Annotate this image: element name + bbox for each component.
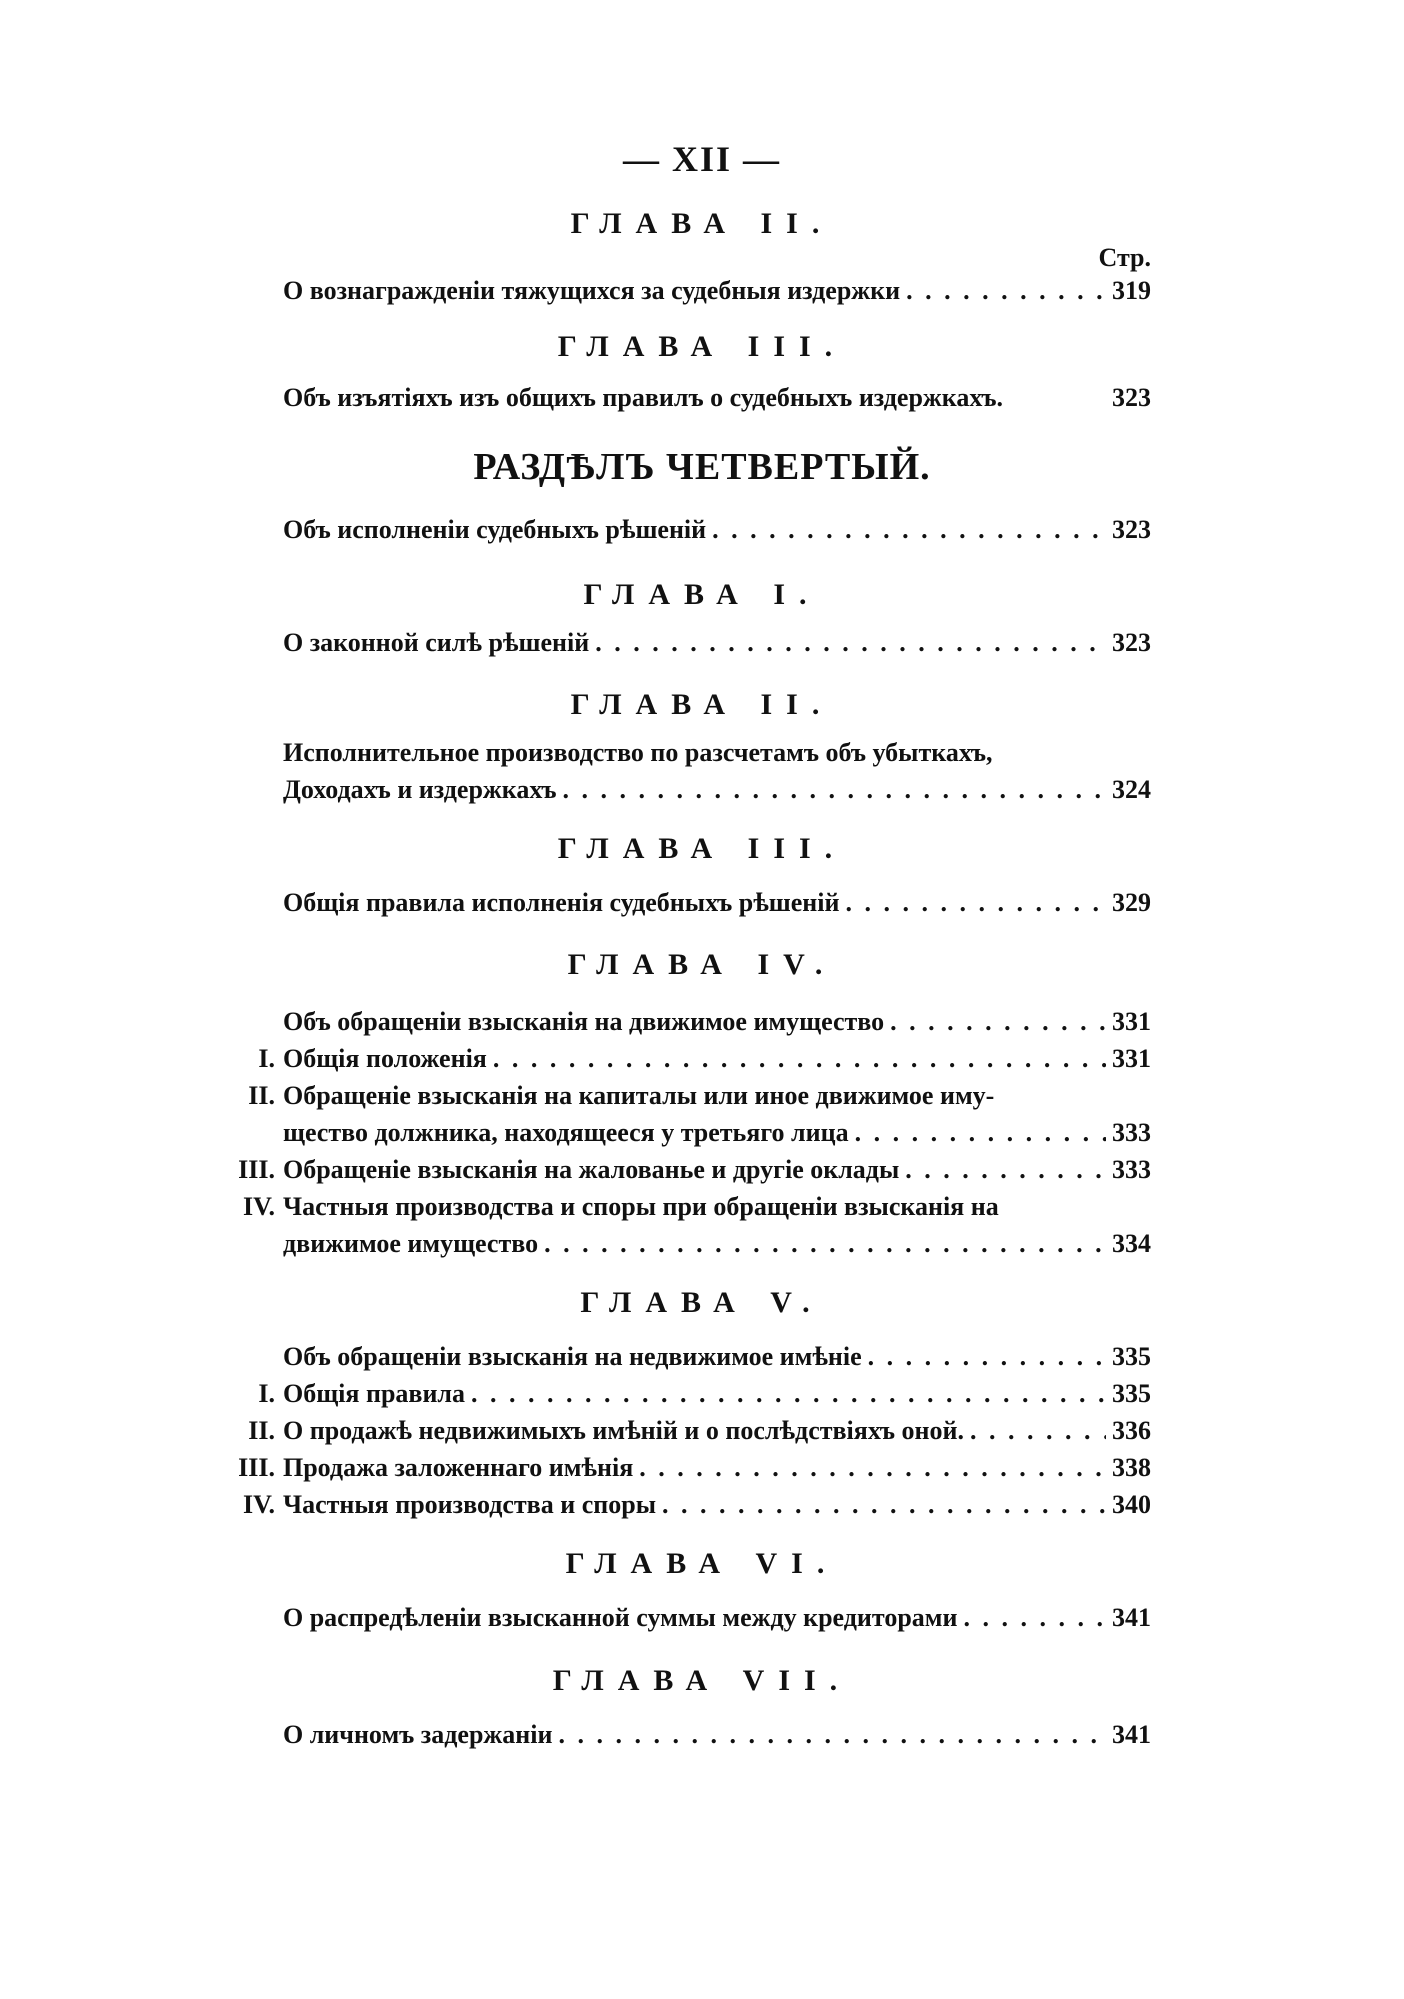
entry-text: Обращеніе взысканія на жалованье и другіе оклады bbox=[283, 1155, 900, 1184]
entry-number: II. bbox=[248, 1081, 275, 1110]
dot-leader bbox=[970, 1416, 1106, 1446]
entry-text: О продажѣ недвижимыхъ имѣній и о послѣдствіяхъ оной. bbox=[283, 1416, 964, 1445]
chapter-heading: ГЛАВА II. bbox=[570, 207, 834, 240]
entry-number: IV. bbox=[242, 1490, 275, 1519]
toc-entry bbox=[248, 1416, 1151, 1450]
dot-leader bbox=[855, 1118, 1106, 1148]
entry-page: 333 bbox=[1112, 1118, 1151, 1147]
entry-page: 333 bbox=[1112, 1155, 1151, 1184]
entry-text: О личномъ задержаніи bbox=[283, 1720, 553, 1749]
toc-entry bbox=[238, 1453, 1151, 1487]
entry-page: 323 bbox=[1112, 515, 1151, 544]
entry-text: движимое имущество bbox=[283, 1229, 539, 1258]
entry-text: О вознагражденіи тяжущихся за судебныя издержки bbox=[283, 276, 901, 305]
entry-text: Объ обращеніи взысканія на движимое имущество bbox=[283, 1007, 885, 1036]
entry-page: 338 bbox=[1112, 1453, 1151, 1482]
entry-text: Объ обращеніи взысканія на недвижимое имѣніе bbox=[283, 1342, 862, 1371]
entry-text: О распредѣленіи взысканной суммы между кредиторами bbox=[283, 1603, 958, 1632]
toc-entry bbox=[283, 1342, 1151, 1376]
entry-text: Общія правила bbox=[283, 1379, 466, 1408]
dot-leader bbox=[639, 1453, 1106, 1483]
dot-leader bbox=[890, 1007, 1106, 1037]
dot-leader bbox=[905, 1155, 1106, 1185]
chapter-heading: ГЛАВА VI. bbox=[565, 1547, 839, 1580]
toc-entry bbox=[258, 1044, 1151, 1078]
dot-leader bbox=[712, 515, 1106, 545]
chapter-heading: ГЛАВА III. bbox=[557, 832, 847, 865]
entry-number: I. bbox=[258, 1379, 275, 1408]
chapter-heading: ГЛАВА VII. bbox=[552, 1664, 852, 1697]
dot-leader bbox=[558, 1720, 1106, 1750]
toc-entry-line bbox=[242, 1192, 1151, 1226]
chapter-heading: ГЛАВА IV. bbox=[567, 948, 837, 981]
toc-entry bbox=[283, 1603, 1151, 1637]
chapter-heading: ГЛАВА I. bbox=[583, 578, 821, 611]
entry-page: 341 bbox=[1112, 1603, 1151, 1632]
entry-text-line: Обращеніе взысканія на капиталы или иное движимое иму- bbox=[283, 1081, 995, 1110]
entry-text: Частныя производства и споры bbox=[283, 1490, 656, 1519]
entry-number: III. bbox=[238, 1453, 275, 1482]
entry-text: Объ исполненіи судебныхъ рѣшеній bbox=[283, 515, 707, 544]
dot-leader bbox=[846, 888, 1107, 918]
dot-leader bbox=[493, 1044, 1106, 1074]
entry-number: II. bbox=[248, 1416, 275, 1445]
section-title: РАЗДѢЛЪ ЧЕТВЕРТЫЙ. bbox=[473, 446, 931, 488]
entry-page: 341 bbox=[1112, 1720, 1151, 1749]
entry-page: 340 bbox=[1112, 1490, 1151, 1519]
chapter-heading: ГЛАВА V. bbox=[580, 1286, 824, 1319]
chapter-heading: ГЛАВА II. bbox=[570, 688, 834, 721]
entry-page: 335 bbox=[1112, 1379, 1151, 1408]
entry-text: Продажа заложеннаго имѣнія bbox=[283, 1453, 634, 1482]
toc-entry bbox=[283, 515, 1151, 549]
dot-leader bbox=[662, 1490, 1106, 1520]
toc-entry bbox=[283, 888, 1151, 922]
toc-entry bbox=[242, 1490, 1151, 1524]
toc-entry bbox=[258, 1379, 1151, 1413]
toc-entry bbox=[283, 1720, 1151, 1754]
entry-text-line: Частныя производства и споры при обращеніи взысканія на bbox=[283, 1192, 999, 1221]
entry-page: 319 bbox=[1112, 276, 1151, 305]
dot-leader bbox=[906, 276, 1106, 306]
entry-text: Доходахъ и издержкахъ bbox=[283, 775, 557, 804]
entry-text: Общія положенія bbox=[283, 1044, 487, 1073]
entry-page: 324 bbox=[1112, 775, 1151, 804]
dot-leader bbox=[544, 1229, 1106, 1259]
entry-page: 331 bbox=[1112, 1044, 1151, 1073]
entry-number: I. bbox=[258, 1044, 275, 1073]
toc-entry bbox=[283, 1007, 1151, 1041]
entry-page: 323 bbox=[1112, 383, 1151, 412]
entry-page: 329 bbox=[1112, 888, 1151, 917]
entry-text: щество должника, находящееся у третьяго лица bbox=[283, 1118, 849, 1147]
entry-text: О законной силѣ рѣшеній bbox=[283, 628, 590, 657]
entry-text: Объ изъятіяхъ изъ общихъ правилъ о судебныхъ издержкахъ. bbox=[283, 383, 1004, 412]
toc-entry bbox=[238, 1155, 1151, 1189]
entry-number: IV. bbox=[242, 1192, 275, 1221]
toc-entry bbox=[283, 383, 1151, 417]
entry-text-line: Исполнительное производство по разсчетамъ объ убыткахъ, bbox=[283, 738, 993, 767]
dot-leader bbox=[868, 1342, 1106, 1372]
dot-leader bbox=[471, 1379, 1106, 1409]
toc-entry bbox=[283, 1118, 1151, 1152]
entry-page: 334 bbox=[1112, 1229, 1151, 1258]
dot-leader bbox=[963, 1603, 1106, 1633]
dot-leader bbox=[595, 628, 1106, 658]
entry-text: Общія правила исполненія судебныхъ рѣшеній bbox=[283, 888, 840, 917]
entry-page: 331 bbox=[1112, 1007, 1151, 1036]
toc-entry bbox=[283, 628, 1151, 662]
dot-leader bbox=[563, 775, 1106, 805]
toc-entry bbox=[283, 276, 1151, 310]
toc-entry-line bbox=[248, 1081, 1151, 1115]
entry-page: 336 bbox=[1112, 1416, 1151, 1445]
entry-number: III. bbox=[238, 1155, 275, 1184]
entry-page: 335 bbox=[1112, 1342, 1151, 1371]
page-column-label: Стр. bbox=[1098, 243, 1151, 272]
entry-page: 323 bbox=[1112, 628, 1151, 657]
toc-entry bbox=[283, 775, 1151, 809]
page-number: — XII — bbox=[622, 139, 782, 179]
chapter-heading: ГЛАВА III. bbox=[557, 330, 847, 363]
toc-entry bbox=[283, 1229, 1151, 1263]
